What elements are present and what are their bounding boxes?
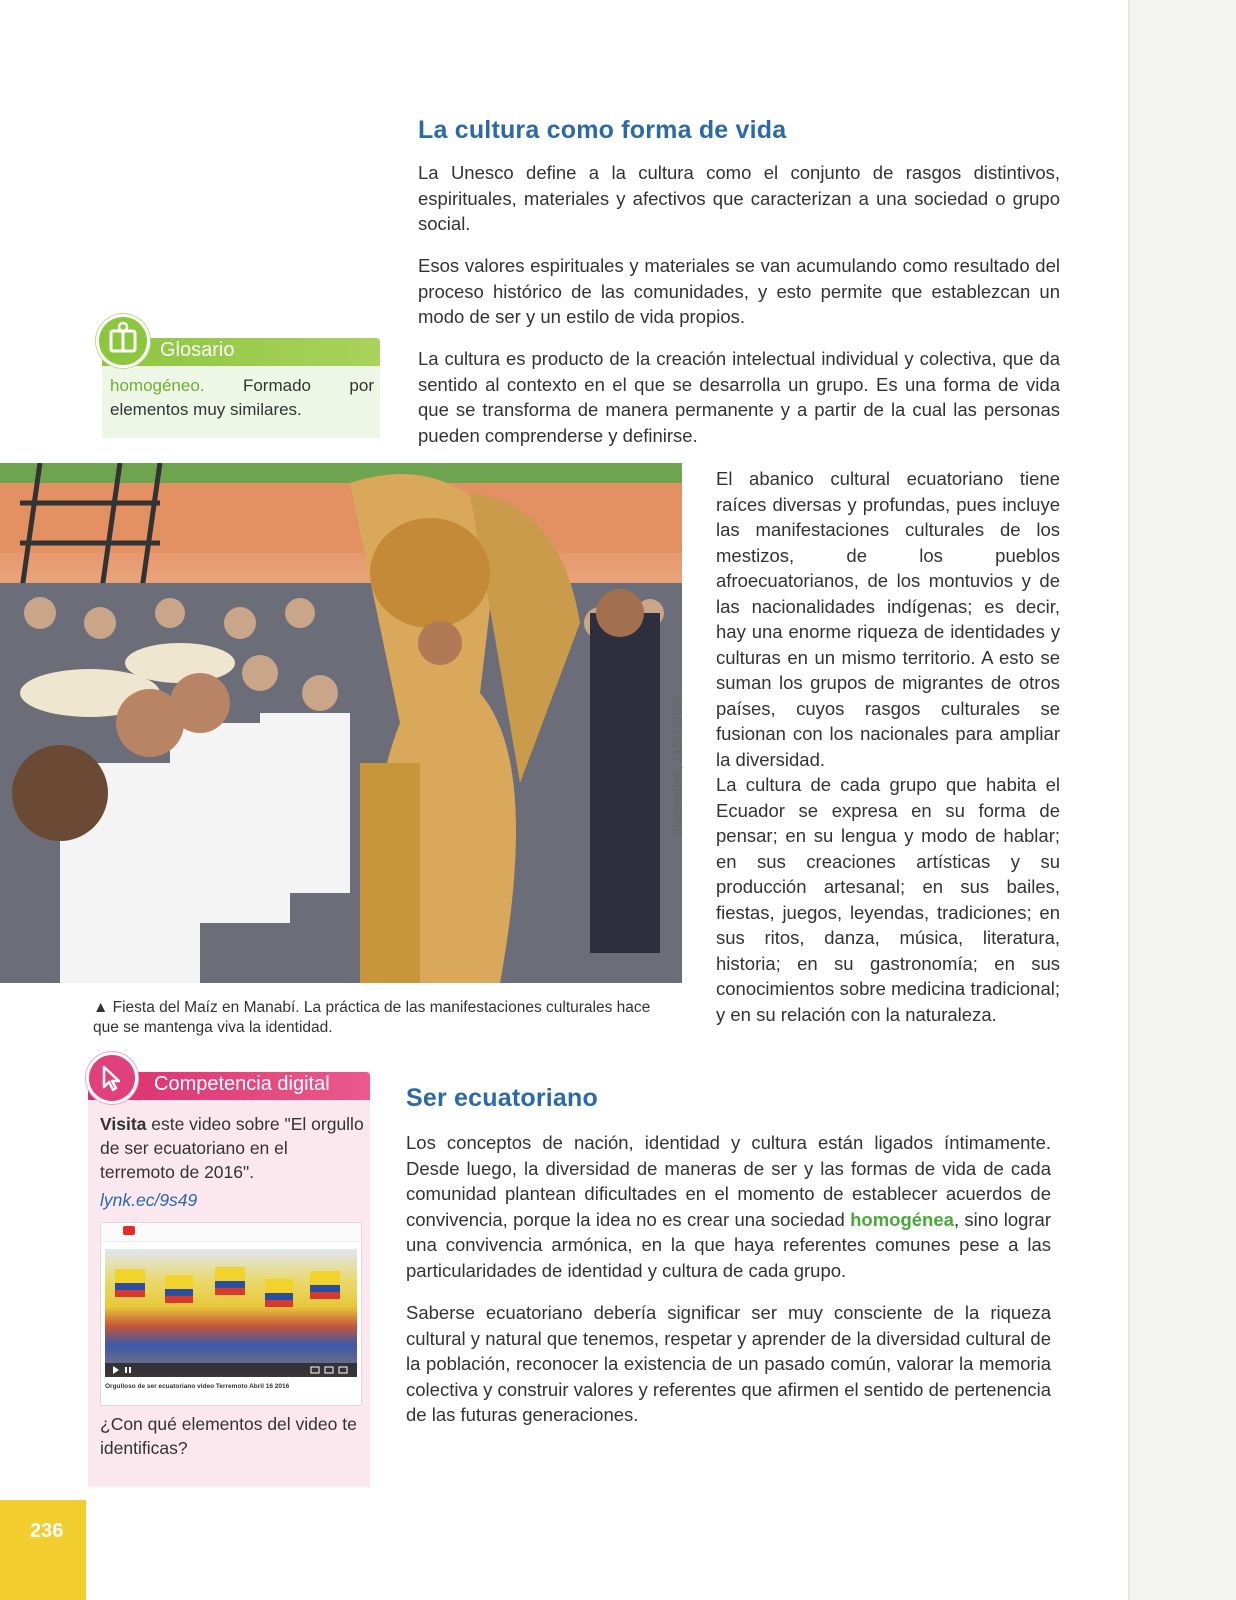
paragraph-6-end: , sino lograr una convivencia armónica, en la que haya referentes comunes pese a las particularidades de identidad y cultura de cada grupo. xyxy=(406,1208,1052,1281)
glossary-term: homogéneo. xyxy=(110,376,205,395)
glossary-title: Glosario xyxy=(160,339,235,361)
paragraph-5: La cultura de cada grupo que habita el Ecuador se expresa en su forma de pensar; en su lengua y modo de hablar; en sus creaciones artísticas y su producción artesanal; en sus bailes, fiestas, juegos, leyendas, tradiciones; en sus ritos, danza, música, literatura, historia; en su gastronomía; en sus conocimientos sobre medicina tradicional; y en su relación con la naturaleza. xyxy=(716,774,1060,1025)
page-margin xyxy=(1130,0,1236,1600)
term-homogenea: homogénea xyxy=(850,1208,954,1230)
play-icon[interactable] xyxy=(113,1366,119,1374)
section-title-ser-ecuatoriano: Ser ecuatoriano xyxy=(406,1084,598,1112)
video-top-bar xyxy=(101,1223,361,1242)
paragraph-2: Esos valores espirituales y materiales se van acumulando como resultado del proceso histórico de las comunidades, y esto permite que establezcan un modo de ser y un estilo de vida propios. xyxy=(418,255,1060,327)
paragraph-6 xyxy=(406,1130,1051,1283)
page-number-tab xyxy=(0,1500,86,1600)
page-number: 236 xyxy=(30,1520,64,1542)
digital-competence-box xyxy=(88,1072,370,1487)
paragraph-6-start: Los conceptos de nación, identidad y cultura están ligados íntimamente. Desde luego, la diversidad de maneras de ser y las formas de vida de cada comunidad plantean dificultades en el momento de establecer acuerdos de convivencia, porque la idea no es crear una sociedad xyxy=(406,1132,1051,1230)
paragraph-7: Saberse ecuatoriano debería significar ser muy consciente de la riqueza cultural y natural que tenemos, respetar y aprender de la diversidad cultural de la población, reconocer la existencia de un pasado común, valorar la memoria colectiva y construir valores y referentes que afirmen el sentido de pertenencia de las futuras generaciones. xyxy=(406,1302,1051,1425)
crowd-flags-illustration xyxy=(105,1249,357,1377)
visit-label: Visita xyxy=(100,1114,147,1134)
photo-credit: Shutterstock, 1420778609. xyxy=(670,692,684,836)
section-title-cultura: La cultura como forma de vida xyxy=(418,116,787,144)
video-caption: Orgulloso de ser ecuatoriano video Terremoto Abril 16 2016 xyxy=(105,1383,290,1390)
photo-caption: ▲ Fiesta del Maíz en Manabí. La práctica de las manifestaciones culturales hace que se mantenga viva la identidad. xyxy=(93,999,651,1036)
video-link[interactable]: lynk.ec/9s49 xyxy=(100,1190,198,1210)
video-thumbnail[interactable] xyxy=(100,1222,362,1406)
paragraph-4: El abanico cultural ecuatoriano tiene raíces diversas y profundas, pues incluye las manifestaciones culturales de los mestizos, de los pueblos afroecuatorianos, de los montuvios y de las nacionalidades indígenas; es decir, hay una enorme riqueza de identidades y culturas en un mismo territorio. A esto se suman los grupos de migrantes de otros países, cuyos rasgos culturales se fusionan con los nacionales para ampliar la diversidad. xyxy=(716,468,1060,770)
youtube-logo-icon xyxy=(123,1226,135,1235)
paragraph-1: La Unesco define a la cultura como el conjunto de rasgos distintivos, espirituales, materiales y afectivos que caracterizan a una sociedad o grupo social. xyxy=(418,162,1060,234)
digital-competence-question: ¿Con qué elementos del video te identificas? xyxy=(100,1414,357,1458)
glossary-entry xyxy=(110,374,374,422)
paragraph-3: La cultura es producto de la creación intelectual individual y colectiva, que da sentido al contexto en el que se desarrolla un grupo. Es una forma de vida que se transforma de manera permanente y a partir de la cual las personas pueden comprenderse y definirse. xyxy=(418,348,1060,446)
digital-competence-text xyxy=(100,1112,364,1184)
video-controls[interactable] xyxy=(105,1363,357,1377)
cursor-click-icon xyxy=(86,1052,138,1104)
video-frame xyxy=(105,1249,357,1377)
digital-competence-title: Competencia digital xyxy=(154,1073,330,1095)
festival-photo-illustration xyxy=(0,463,682,983)
visit-description: este video sobre "El orgullo de ser ecuatoriano en el terremoto de 2016". xyxy=(100,1114,364,1182)
glossary-definition: Formado por elementos muy similares. xyxy=(110,376,374,419)
festival-photo xyxy=(0,463,682,983)
book-icon xyxy=(96,314,150,368)
